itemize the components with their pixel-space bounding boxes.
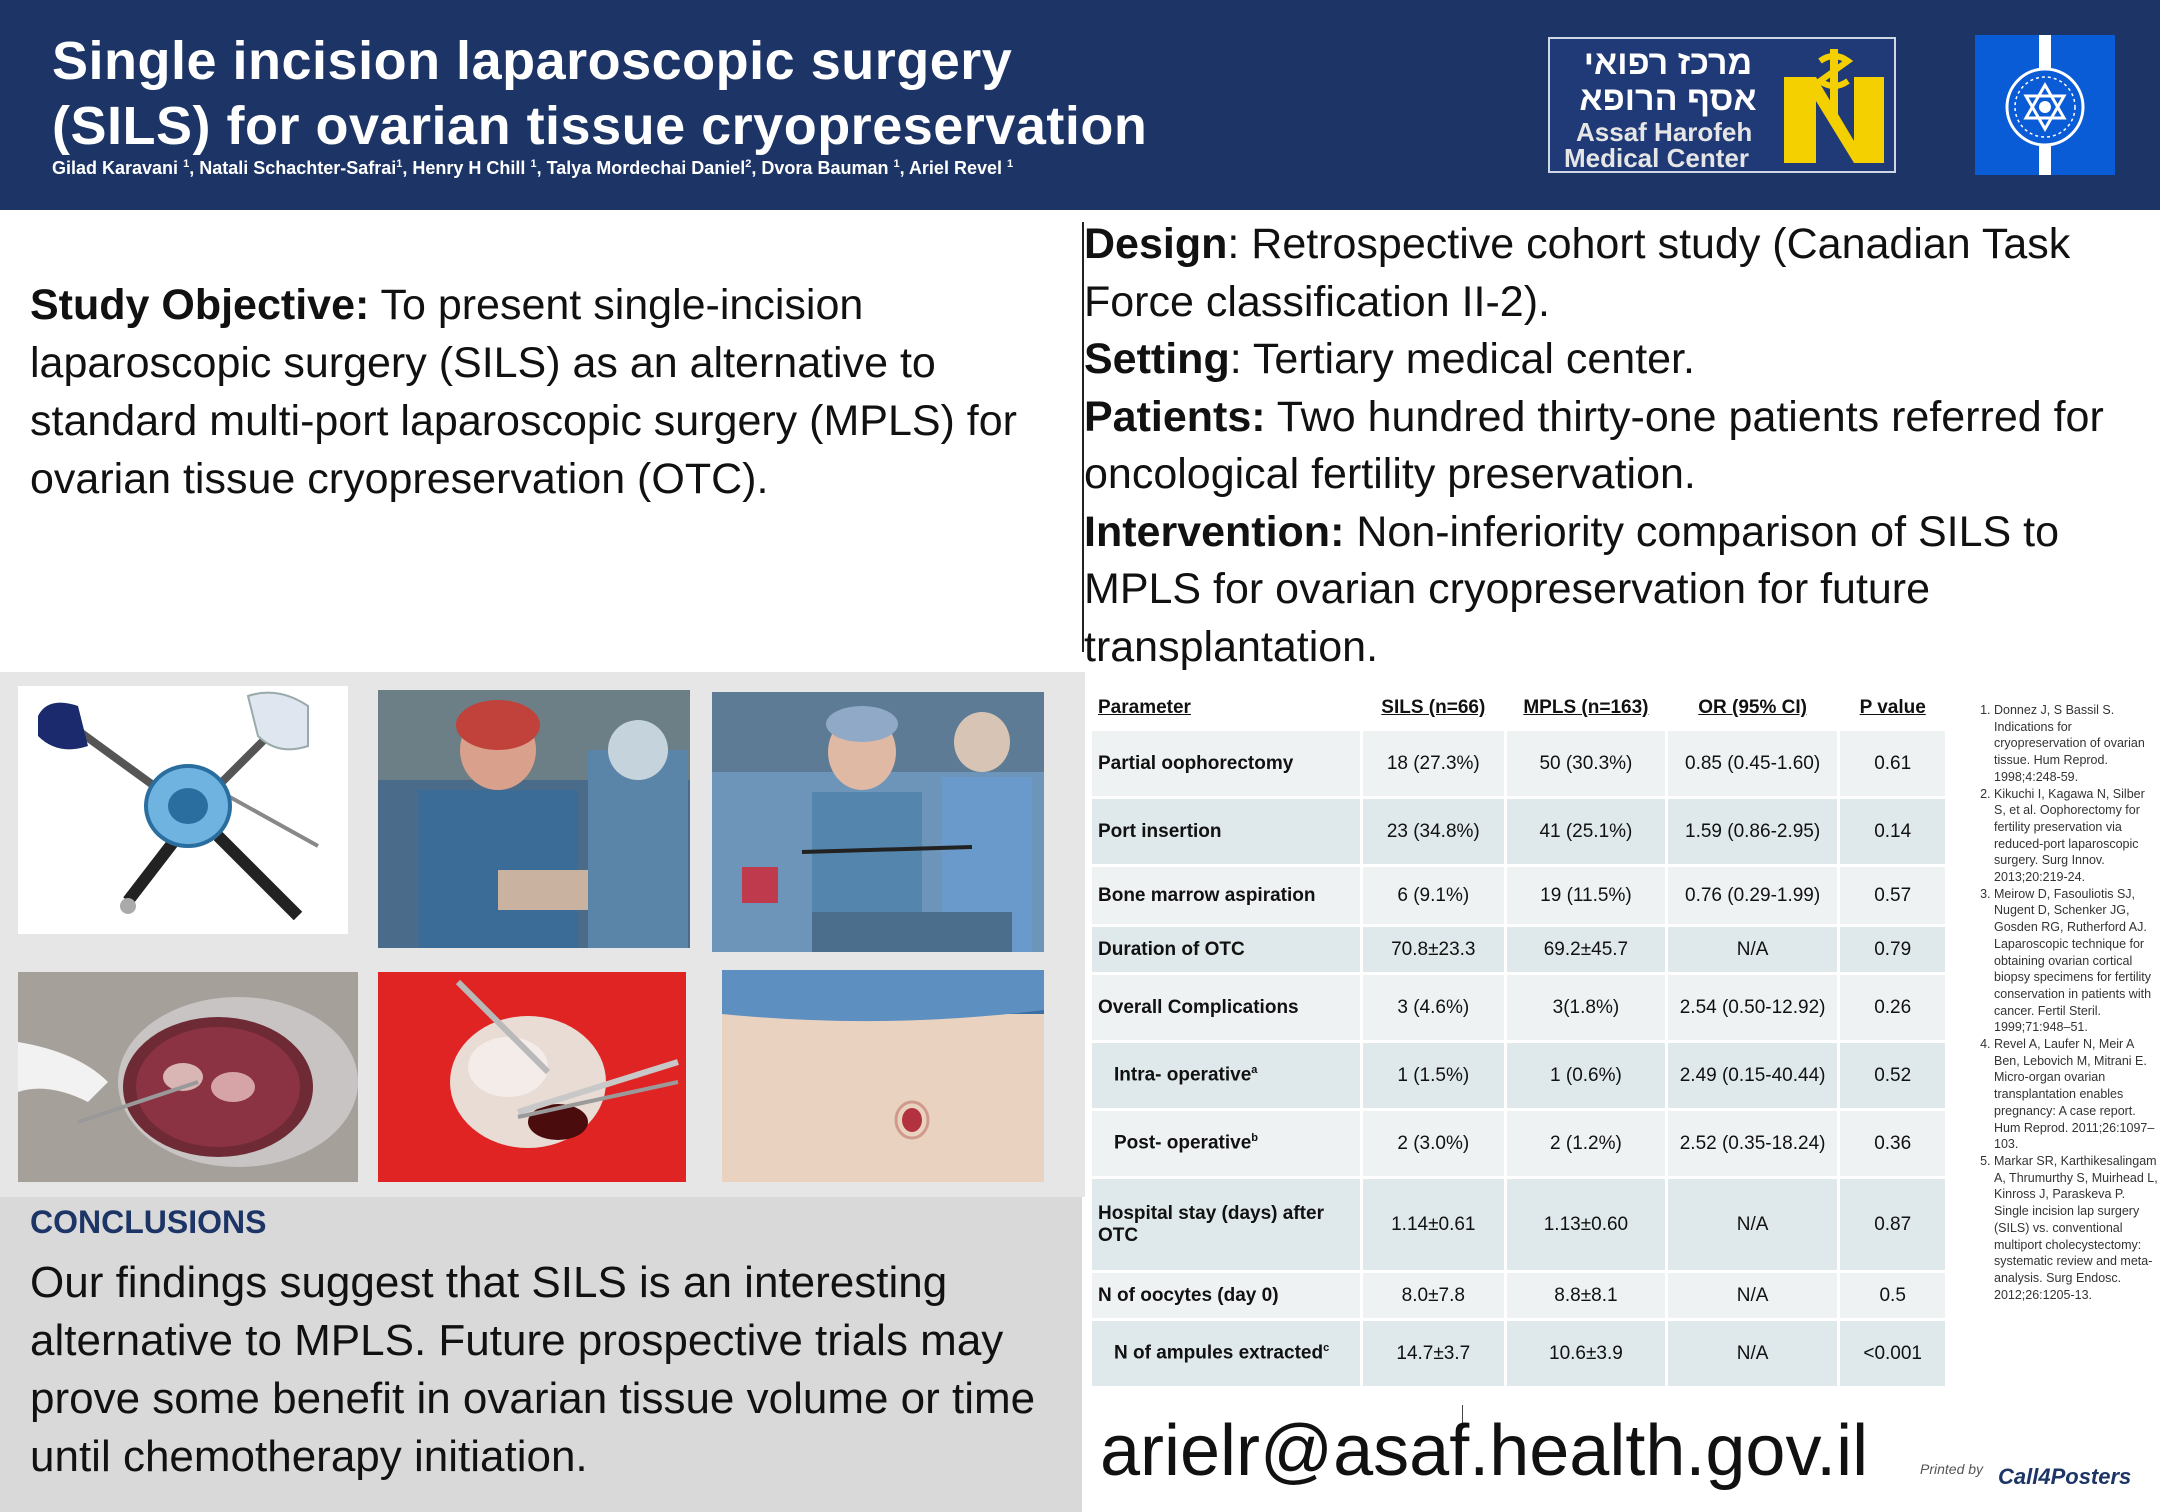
cell-or: 2.54 (0.50-12.92) bbox=[1666, 974, 1839, 1042]
cell-pvalue: 0.36 bbox=[1839, 1110, 1947, 1178]
table-row bbox=[1092, 730, 1947, 798]
intervention-label: Intervention: bbox=[1084, 507, 1345, 556]
logo-english-line2: Medical Center bbox=[1564, 143, 1749, 173]
table-row bbox=[1092, 798, 1947, 866]
cell-sils: 70.8±23.3 bbox=[1361, 926, 1505, 974]
author-affiliation: 1 bbox=[1006, 158, 1014, 170]
setting-paragraph bbox=[1084, 331, 2144, 389]
table-row bbox=[1092, 1272, 1947, 1320]
cell-parameter: Overall Complications bbox=[1092, 974, 1361, 1042]
idf-medical-corps-logo bbox=[1975, 35, 2115, 175]
operating-room-photo-1 bbox=[378, 690, 690, 948]
intervention-text: Non-inferiority comparison of SILS to MPLS for ovarian cryopreservation for future transplantation. bbox=[1084, 507, 2059, 671]
table-row bbox=[1092, 1178, 1947, 1272]
cell-mpls: 1.13±0.60 bbox=[1506, 1178, 1667, 1272]
design-text: : Retrospective cohort study (Canadian Task Force classification II-2). bbox=[1084, 220, 2071, 326]
cell-mpls: 8.8±8.1 bbox=[1506, 1272, 1667, 1320]
patients-paragraph bbox=[1084, 389, 2144, 504]
poster-title-line2: (SILS) for ovarian tissue cryopreservation bbox=[52, 96, 1148, 156]
author-name: , Dvora Bauman bbox=[751, 158, 894, 178]
study-design-block bbox=[1084, 216, 2144, 676]
cell-sils: 6 (9.1%) bbox=[1361, 866, 1505, 926]
cell-pvalue: 0.52 bbox=[1839, 1042, 1947, 1110]
setting-label: Setting bbox=[1084, 335, 1230, 383]
operating-room-photo-2 bbox=[712, 692, 1044, 952]
references bbox=[1968, 702, 2158, 1303]
cell-parameter: Intra- operative$^a$ bbox=[1092, 1042, 1361, 1110]
cell-parameter: Duration of OTC bbox=[1092, 926, 1361, 974]
reference-item: 4. Revel A, Laufer N, Meir A Ben, Lebovich M, Mitrani E. Micro-organ ovarian transplantation enables pregnancy: A case report. Hum Reprod. 2011;26:1097–103. bbox=[1994, 1036, 2158, 1153]
cell-parameter: N of oocytes (day 0) bbox=[1092, 1272, 1361, 1320]
cell-sils: 14.7±3.7 bbox=[1361, 1320, 1505, 1388]
table-row bbox=[1092, 974, 1947, 1042]
cell-or: 0.76 (0.29-1.99) bbox=[1666, 866, 1839, 926]
cell-parameter: Port insertion bbox=[1092, 798, 1361, 866]
cell-or: N/A bbox=[1666, 1272, 1839, 1320]
cell-sils: 23 (34.8%) bbox=[1361, 798, 1505, 866]
cell-or: 0.85 (0.45-1.60) bbox=[1666, 730, 1839, 798]
table-row bbox=[1092, 1320, 1947, 1388]
col-header-parameter: Parameter bbox=[1092, 688, 1361, 730]
col-header-or: OR (95% CI) bbox=[1666, 688, 1839, 730]
cell-sils: 8.0±7.8 bbox=[1361, 1272, 1505, 1320]
objective-label: Study Objective: bbox=[30, 281, 370, 329]
table-row bbox=[1092, 866, 1947, 926]
author-affiliation: 1 bbox=[183, 158, 190, 170]
cell-mpls: 50 (30.3%) bbox=[1506, 730, 1667, 798]
cell-sils: 3 (4.6%) bbox=[1361, 974, 1505, 1042]
author-affiliation: 1 bbox=[396, 158, 403, 170]
author-affiliation: 1 bbox=[893, 158, 900, 170]
cell-pvalue: 0.79 bbox=[1839, 926, 1947, 974]
author-affiliation: 2 bbox=[745, 158, 752, 170]
table-row bbox=[1092, 1110, 1947, 1178]
reference-item: 3. Meirow D, Fasouliotis SJ, Nugent D, Schenker JG, Gosden RG, Rutherford AJ. Laparoscopic technique for obtaining ovarian cortical biopsy specimens for fertility conservation in patients with cancer. Fertil Steril. 1999;71:948–51. bbox=[1994, 886, 2158, 1036]
intervention-paragraph bbox=[1084, 504, 2144, 677]
reference-item: 1. Donnez J, S Bassil S. Indications for cryopreservation of ovarian tissue. Hum Reprod. 1998;4:248-59. bbox=[1994, 702, 2158, 786]
design-paragraph bbox=[1084, 216, 2144, 331]
image-gallery bbox=[0, 672, 1085, 1197]
sils-port-device-photo bbox=[18, 686, 348, 934]
cell-parameter: Bone marrow aspiration bbox=[1092, 866, 1361, 926]
contact-email[interactable]: arielr@asaf.health.gov.il bbox=[1100, 1411, 1869, 1491]
cell-mpls: 3(1.8%) bbox=[1506, 974, 1667, 1042]
cell-mpls: 69.2±45.7 bbox=[1506, 926, 1667, 974]
patients-label: Patients: bbox=[1084, 392, 1266, 441]
umbilical-incision-photo bbox=[722, 970, 1044, 1182]
cell-parameter: Hospital stay (days) after OTC bbox=[1092, 1178, 1361, 1272]
call4posters-logo: Call4Posters bbox=[1998, 1464, 2132, 1489]
author-name: , Henry H Chill bbox=[402, 158, 531, 178]
author-name: , Ariel Revel bbox=[899, 158, 1007, 178]
conclusions-heading: CONCLUSIONS bbox=[30, 1204, 267, 1240]
cell-mpls: 1 (0.6%) bbox=[1506, 1042, 1667, 1110]
cell-or: N/A bbox=[1666, 1320, 1839, 1388]
results-table bbox=[1092, 688, 1948, 1389]
ovarian-tissue-photo bbox=[378, 972, 686, 1182]
cell-sils: 1.14±0.61 bbox=[1361, 1178, 1505, 1272]
table-row bbox=[1092, 926, 1947, 974]
printed-by-label: Printed by bbox=[1920, 1461, 1984, 1477]
author-name: Gilad Karavani bbox=[52, 158, 184, 178]
cell-pvalue: 0.14 bbox=[1839, 798, 1947, 866]
logo-hebrew-line1: מרכז רפואי bbox=[1583, 44, 1753, 82]
reference-item: 5. Markar SR, Karthikesalingam A, Thrumurthy S, Muirhead L, Kinross J, Paraskeva P. Single incision lap surgery (SILS) vs. conventional multiport cholecystectomy: systematic review and meta-analysis. Surg Endosc. 2012;26:1205-13. bbox=[1994, 1153, 2158, 1303]
logo-hebrew-line2: אסף הרופא bbox=[1579, 80, 1757, 118]
author-affiliation: 1 bbox=[530, 158, 537, 170]
cell-pvalue: 0.5 bbox=[1839, 1272, 1947, 1320]
cell-parameter: Partial oophorectomy bbox=[1092, 730, 1361, 798]
setting-text: : Tertiary medical center. bbox=[1229, 335, 1695, 383]
logo-english-line1: Assaf Harofeh bbox=[1576, 117, 1753, 147]
col-header-sils: SILS (n=66) bbox=[1361, 688, 1505, 730]
cell-pvalue: <0.001 bbox=[1839, 1320, 1947, 1388]
cell-mpls: 19 (11.5%) bbox=[1506, 866, 1667, 926]
cell-or: 1.59 (0.86-2.95) bbox=[1666, 798, 1839, 866]
cell-parameter: Post- operative$^b$ bbox=[1092, 1110, 1361, 1178]
cell-sils: 18 (27.3%) bbox=[1361, 730, 1505, 798]
col-header-pvalue: P value bbox=[1839, 688, 1947, 730]
design-label: Design bbox=[1084, 220, 1228, 268]
reference-list bbox=[1968, 702, 2158, 1303]
cell-pvalue: 0.87 bbox=[1839, 1178, 1947, 1272]
reference-item: 2. Kikuchi I, Kagawa N, Silber S, et al. Oophorectomy for fertility preservation via reduced-port laparoscopic surgery. Surg Innov. 2013;20:219-24. bbox=[1994, 786, 2158, 886]
table-row bbox=[1092, 1042, 1947, 1110]
author-name: , Talya Mordechai Daniel bbox=[536, 158, 746, 178]
cell-or: N/A bbox=[1666, 926, 1839, 974]
cell-mpls: 41 (25.1%) bbox=[1506, 798, 1667, 866]
star-of-david-emblem-icon bbox=[1975, 35, 2115, 175]
cell-mpls: 2 (1.2%) bbox=[1506, 1110, 1667, 1178]
cell-pvalue: 0.61 bbox=[1839, 730, 1947, 798]
poster-title-line1: Single incision laparoscopic surgery bbox=[52, 31, 1013, 91]
author-name: , Natali Schachter-Safrai bbox=[189, 158, 397, 178]
petri-dish-photo bbox=[18, 972, 358, 1182]
col-header-mpls: MPLS (n=163) bbox=[1506, 688, 1667, 730]
medical-center-emblem-icon bbox=[1776, 45, 1892, 165]
cell-sils: 2 (3.0%) bbox=[1361, 1110, 1505, 1178]
assaf-harofeh-logo bbox=[1548, 37, 1896, 173]
cell-parameter: N of ampules extracted$^c$ bbox=[1092, 1320, 1361, 1388]
cell-pvalue: 0.57 bbox=[1839, 866, 1947, 926]
cell-or: 2.49 (0.15-40.44) bbox=[1666, 1042, 1839, 1110]
author-list bbox=[52, 158, 1013, 179]
cell-or: 2.52 (0.35-18.24) bbox=[1666, 1110, 1839, 1178]
objective-text: To present single-incision laparoscopic surgery (SILS) as an alternative to standard multi-port laparoscopic surgery (MPLS) for ovarian tissue cryopreservation (OTC). bbox=[30, 281, 1017, 503]
cell-or: N/A bbox=[1666, 1178, 1839, 1272]
cell-mpls: 10.6±3.9 bbox=[1506, 1320, 1667, 1388]
patients-text: Two hundred thirty-one patients referred for oncological fertility preservation. bbox=[1084, 392, 2104, 498]
table-body bbox=[1092, 730, 1947, 1388]
conclusions-text: Our findings suggest that SILS is an interesting alternative to MPLS. Future prospective trials may prove some benefit in ovarian tissue volume or time until chemotherapy initiation. bbox=[30, 1258, 1036, 1481]
cell-sils: 1 (1.5%) bbox=[1361, 1042, 1505, 1110]
study-objective bbox=[30, 276, 1030, 508]
cell-pvalue: 0.26 bbox=[1839, 974, 1947, 1042]
table-header-row bbox=[1092, 688, 1947, 730]
